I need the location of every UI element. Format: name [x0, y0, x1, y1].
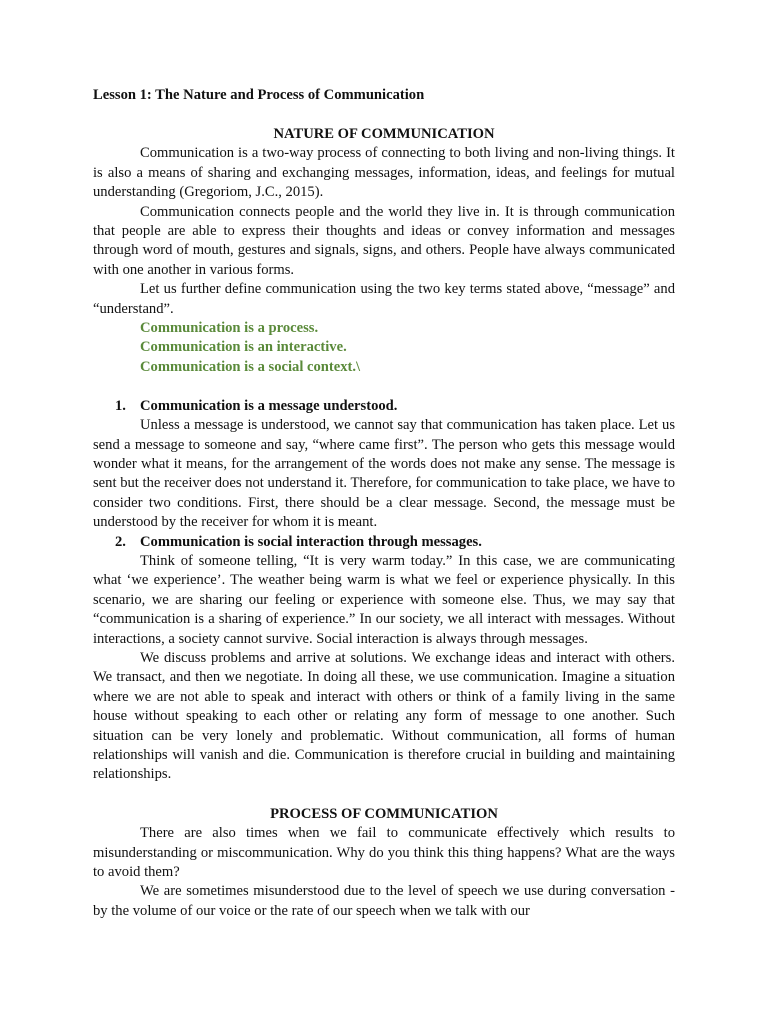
nature-heading: NATURE OF COMMUNICATION — [273, 125, 495, 142]
item-2-paragraph-2: We discuss problems and arrive at solutions. We exchange ideas and interact with others. We transact, and then we negotiate. In doing all these, we use communication. Imagine a situation where we are not able to speak and interact with others or think of a family living in the same house without speaking to each other or relating any form of message to one another. Such situation can be very lonely and problematic. Without communication, all forms of human relationships will vanish and die. Communication is therefore crucial in building and maintaining relationships. — [93, 650, 675, 783]
spacer — [93, 785, 675, 805]
green-point-1: Communication is a process. — [140, 319, 319, 336]
lesson-title: Lesson 1: The Nature and Process of Communication — [93, 87, 425, 103]
process-heading: PROCESS OF COMMUNICATION — [270, 805, 498, 822]
item-1-paragraph: Unless a message is understood, we cannot say that communication has taken place. Let us send a message to someone and say, “where came first”. The person who gets this message would wonder what it means, for the arrangement of the words does not make any sense. The message is sent but the receiver does not understand it. Therefore, for communication to take place, we have to consider two conditions. First, there should be a clear message. Second, the message must be understood by the receiver for whom it is meant. — [93, 417, 675, 531]
item-2-number: 2. — [115, 533, 126, 550]
green-point-3: Communication is a social context.\ — [140, 358, 361, 375]
document-page — [93, 86, 675, 921]
spacer — [93, 377, 675, 397]
process-paragraph-2: We are sometimes misunderstood due to the level of speech we use during conversation - by the volume of our voice or the rate of our speech when we talk with our — [93, 883, 675, 919]
item-1-number: 1. — [115, 397, 126, 414]
nature-paragraph-2: Communication connects people and the world they live in. It is through communication that people are able to express their thoughts and ideas or convey information and messages through word of mouth, gestures and signals, signs, and others. People have always communicated with one another in various forms. — [93, 203, 675, 278]
nature-paragraph-1: Communication is a two-way process of connecting to both living and non-living things. It is also a means of sharing and exchanging messages, information, ideas, and feelings for mutual understanding (Gregoriom, J.C., 2015). — [93, 145, 675, 201]
green-point-2: Communication is an interactive. — [140, 339, 347, 356]
nature-paragraph-3: Let us further define communication using the two key terms stated above, “message” and “understand”. — [93, 281, 675, 317]
spacer — [93, 105, 675, 125]
item-2-paragraph-1: Think of someone telling, “It is very warm today.” In this case, we are communicating what ‘we experience’. The weather being warm is what we feel or experience physically. In this scenario, we are sharing our feeling or experience with someone else. Thus, we may say that “communication is a sharing of experience.” In our society, we all interact with messages. Without interactions, a society cannot survive. Social interaction is always through messages. — [93, 553, 675, 647]
item-2-title-text: Communication is social interaction through messages. — [140, 533, 482, 550]
item-1-title — [93, 397, 675, 416]
item-1-title-text: Communication is a message understood. — [140, 397, 398, 414]
green-key-points — [93, 319, 675, 377]
process-paragraph-1: There are also times when we fail to communicate effectively which results to misunderstanding or miscommunication. Why do you think this thing happens? What are the ways to avoid them? — [93, 825, 675, 880]
item-2-title — [93, 533, 675, 552]
